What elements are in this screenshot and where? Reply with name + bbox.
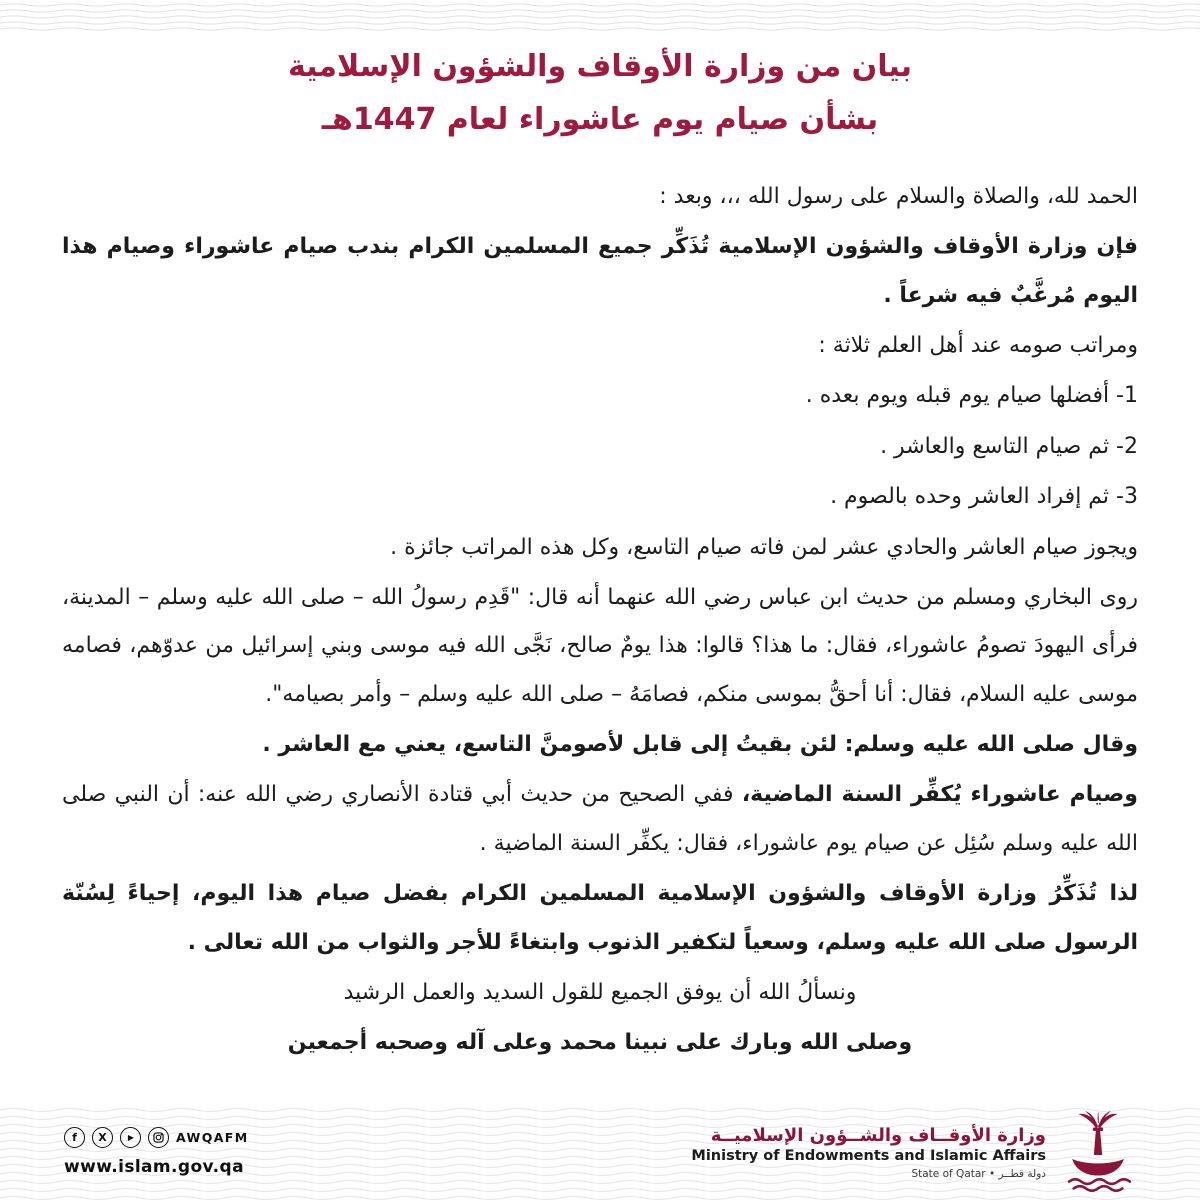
dua-line1: ونسألُ الله أن يوفق الجميع للقول السديد والعمل الرشيد	[343, 980, 857, 1006]
fasting-level-3: 3- ثم إفراد العاشر وحده بالصوم .	[830, 484, 1138, 510]
levels-intro: ومراتب صومه عند أهل العلم ثلاثة :	[818, 332, 1138, 358]
statement-title-line2: بشأن صيام يوم عاشوراء لعام 1447هـ	[321, 102, 879, 138]
reminder-paragraph: فإن وزارة الأوقاف والشؤون الإسلامية تُذَكِّر جميع المسلمين الكرام بندب صيام عاشوراء وصيام هذا اليوم مُرغَّبٌ فيه شرعاً .	[62, 234, 1138, 308]
footer	[0, 1104, 1200, 1200]
permission-paragraph: ويجوز صيام العاشر والحادي عشر لمن فاته صيام التاسع، وكل هذه المراتب جائزة .	[390, 534, 1138, 560]
dua-line2: وصلى الله وبارك على نبينا محمد وعلى آله وصحبه أجمعين	[287, 1030, 913, 1056]
fasting-level-2: 2- ثم صيام التاسع والعاشر .	[880, 433, 1138, 459]
state-of-qatar-label: دولة قطــر • State of Qatar	[911, 1168, 1046, 1181]
footer-ministry-block	[691, 1111, 1136, 1193]
expiation-lead-text: وصيام عاشوراء يُكفِّر السنة الماضية،	[741, 782, 1138, 808]
ministry-name-english: Ministry of Endowments and Islamic Affairs	[691, 1147, 1046, 1164]
hadith-ibn-abbas-paragraph: روى البخاري ومسلم من حديث ابن عباس رضي الله عنهما أنه قال: "قَدِم رسولُ الله – صلى الله عليه وسلم – المدينة، فرأى اليهودَ تصومُ عاشوراء، فقال: ما هذا؟ قالوا: هذا يومٌ صالح، نَجَّى الله فيه موسى وبني إسرائيل من عدوّهم، فصامه موسى عليه السلام، فقال: أنا أحقُّ بموسى منكم، فصامَهُ – صلى الله عليه وسلم – وأمر بصيامه".	[62, 584, 1138, 707]
youtube-icon: ▶	[120, 1127, 141, 1148]
expiation-paragraph	[62, 771, 1138, 868]
statement-title-line1: بيان من وزارة الأوقاف والشؤون الإسلامية	[287, 49, 913, 84]
ministry-name-arabic: وزارة الأوقــاف والشــؤون الإسلاميــة	[710, 1124, 1046, 1146]
footer-content	[0, 1104, 1200, 1200]
fasting-level-1: 1- أفضلها صيام يوم قبله ويوم بعده .	[805, 383, 1138, 409]
instagram-icon	[148, 1127, 169, 1148]
statement-header	[0, 40, 1200, 147]
hadith-ninth-paragraph: وقال صلى الله عليه وسلم: لئن بقيتُ إلى قابل لأصومنَّ التاسع، يعني مع العاشر .	[262, 732, 1138, 758]
ministry-text-block	[691, 1124, 1046, 1181]
expiation-rest-text: ففي الصحيح من حديث أبي قتادة الأنصاري رضي الله عنه: أن النبي صلى الله عليه وسلم سُئِل عن صيام يوم عاشوراء، فقال: يكفِّر السنة الماضية .	[62, 782, 1138, 856]
social-icons-row	[64, 1127, 254, 1148]
closing-reminder-paragraph: لذا تُذَكِّرُ وزارة الأوقاف والشؤون الإسلامية المسلمين الكرام بفضل صيام هذا اليوم، إحياءً لِسُنّة الرسول صلى الله عليه وسلم، وسعياً لتكفير الذنوب وابتغاءً للأجر والثواب من الله تعالى .	[62, 881, 1138, 955]
x-icon: X	[92, 1127, 113, 1148]
top-wave-pattern	[0, 0, 1200, 34]
footer-social-block	[64, 1127, 254, 1177]
salutation-text: الحمد لله، والصلاة والسلام على رسول الله ،،، وبعد :	[659, 183, 1138, 209]
ministry-logo	[1060, 1111, 1136, 1193]
statement-body	[62, 173, 1138, 1068]
facebook-icon: f	[64, 1127, 85, 1148]
social-handle-label: AWQAFM	[176, 1130, 249, 1145]
website-url: www.islam.gov.qa	[64, 1157, 244, 1177]
